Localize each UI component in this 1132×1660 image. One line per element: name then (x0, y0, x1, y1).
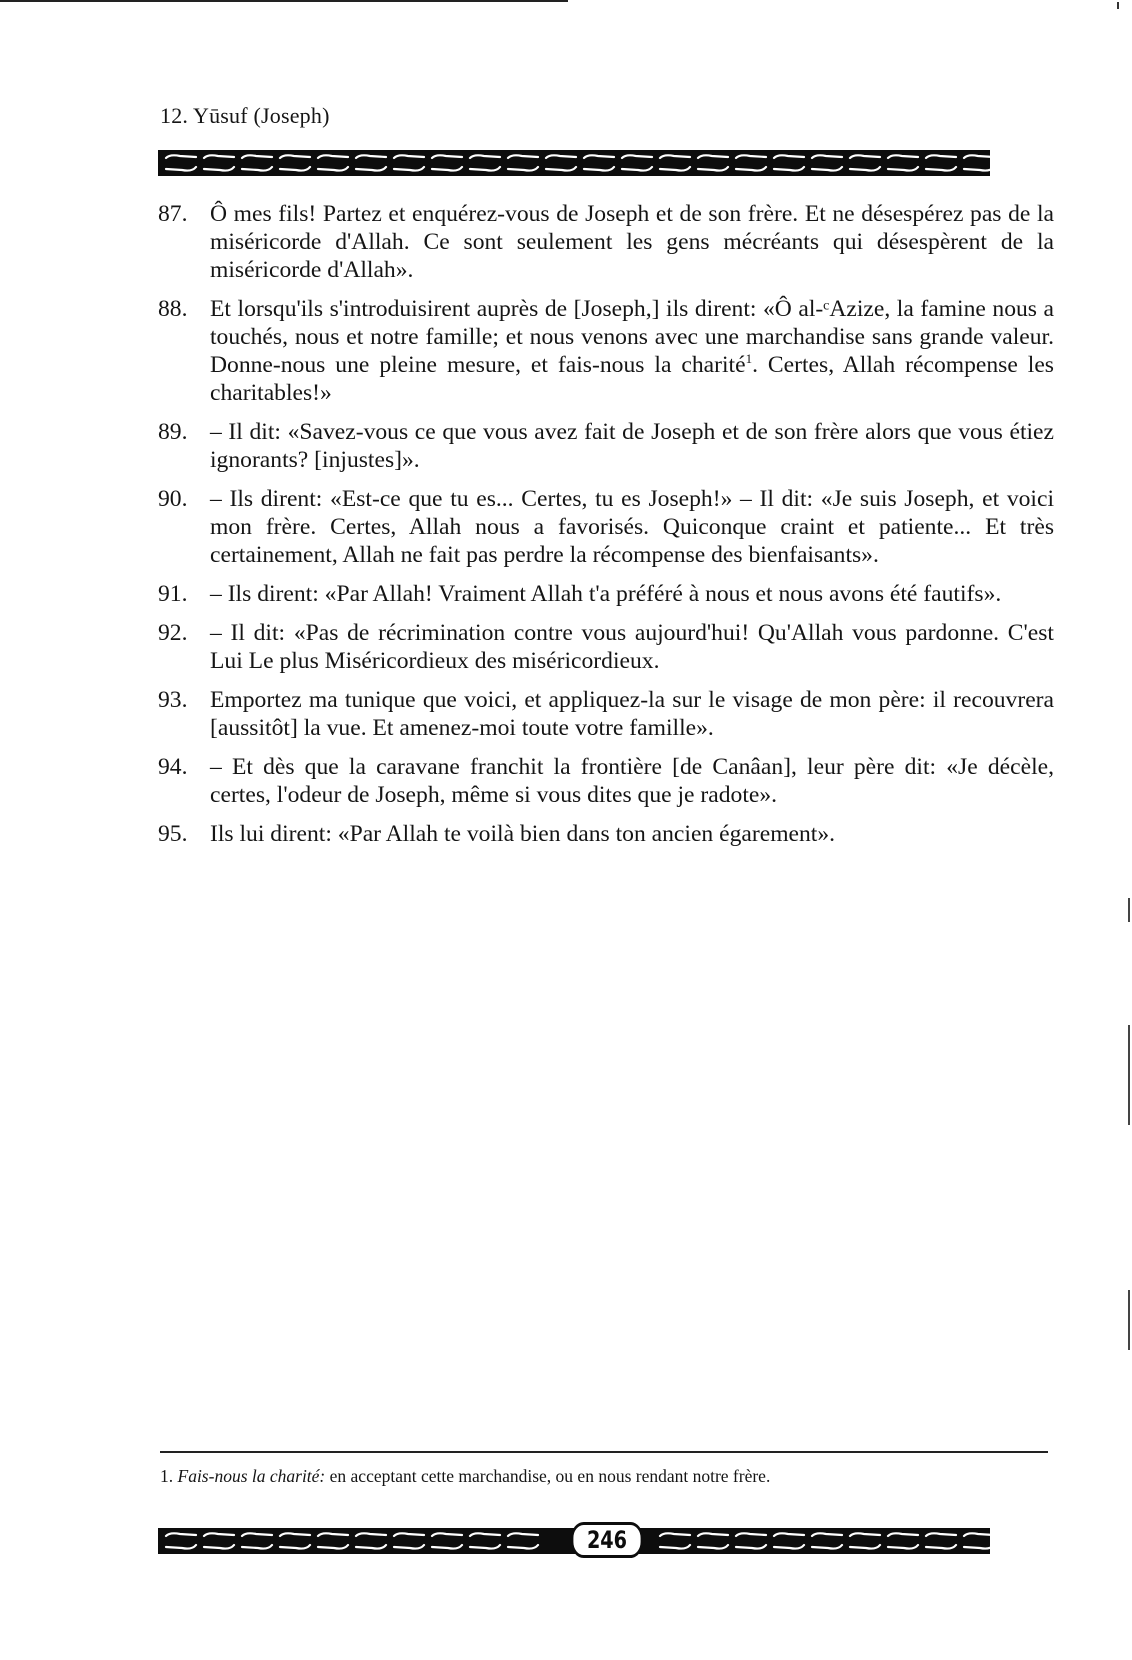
verse-number: 92. (158, 620, 188, 646)
verse-text: – Il dit: «Savez-vous ce que vous avez fait de Joseph et de son frère alors que vous étiez ignorants? [injustes]». (210, 419, 1054, 473)
verse-number: 89. (158, 419, 188, 445)
footnote-text: en acceptant cette marchandise, ou en nous rendant notre frère. (329, 1466, 771, 1486)
running-head: 12. Yūsuf (Joseph) (160, 103, 330, 128)
verse-number: 94. (158, 754, 188, 780)
verse-number: 87. (158, 201, 188, 227)
footnote-marker: 1. (160, 1466, 174, 1486)
verse-text: Ils lui dirent: «Par Allah te voilà bien dans ton ancien égarement». (210, 821, 836, 847)
verse-93 (158, 686, 1054, 742)
chain-pattern (166, 155, 990, 170)
verse-95 (158, 820, 1054, 848)
footnote (160, 1465, 1060, 1487)
verse-91 (158, 580, 1054, 608)
verse-number: 88. (158, 296, 188, 322)
verse-text-continued: . Certes, Allah récompense les charitables!» (210, 352, 1054, 406)
verse-list (158, 200, 1054, 859)
verse-number: 90. (158, 486, 188, 512)
verse-text: Emportez ma tunique que voici, et appliquez-la sur le visage de mon père: il recouvrera [aussitôt] la vue. Et amenez-moi toute votre famille». (210, 687, 1054, 741)
margin-mark (1128, 1290, 1130, 1350)
page-number: 246 (571, 1522, 643, 1558)
footnote-term: Fais-nous la charité: (177, 1466, 326, 1486)
verse-87 (158, 200, 1054, 284)
verse-number: 93. (158, 687, 188, 713)
verse-89 (158, 418, 1054, 474)
footnote-rule (160, 1451, 1048, 1453)
verse-92 (158, 619, 1054, 675)
chain-links (166, 155, 990, 170)
verse-text: – Ils dirent: «Est-ce que tu es... Certes, tu es Joseph!» – Il dit: «Je suis Joseph, et voici mon frère. Certes, Allah nous a favorisés. Quiconque craint et patiente... Et très certainement, Allah ne fait pas perdre la récompense des bienfaisants». (210, 486, 1054, 568)
margin-mark (1128, 1025, 1130, 1125)
verse-text: Ô mes fils! Partez et enquérez-vous de Joseph et de son frère. Et ne désespérez pas de la miséricorde d'Allah. Ce sont seulement les gens mécréants qui désespèrent de la miséricorde d'Allah». (210, 201, 1054, 283)
footnote-reference[interactable]: 1 (745, 351, 753, 367)
corner-tick (1117, 2, 1119, 9)
verse-number: 91. (158, 581, 188, 607)
verse-text: – Et dès que la caravane franchit la frontière [de Canâan], leur père dit: «Je décèle, certes, l'odeur de Joseph, même si vous dites que je radote». (210, 754, 1054, 808)
margin-mark (1128, 898, 1130, 922)
verse-90 (158, 485, 1054, 569)
verse-94 (158, 753, 1054, 809)
verse-number: 95. (158, 821, 188, 847)
top-rule (0, 0, 568, 2)
verse-88 (158, 295, 1054, 407)
verse-text: Et lorsqu'ils s'introduisirent auprès de [Joseph,] ils dirent: «Ô al-ᶜAzize, la famine nous a touchés, nous et notre famille; et nous venons avec une marchandise sans grande valeur. Donne-nous une pleine mesure, et fais-nous la charité (210, 296, 1054, 378)
header-ornament-band (158, 150, 990, 176)
verse-text: – Il dit: «Pas de récrimination contre vous aujourd'hui! Qu'Allah vous pardonne. C'est Lui Le plus Miséricordieux des miséricordieux. (210, 620, 1054, 674)
verse-text: – Ils dirent: «Par Allah! Vraiment Allah t'a préféré à nous et nous avons été fautifs». (210, 581, 1002, 607)
